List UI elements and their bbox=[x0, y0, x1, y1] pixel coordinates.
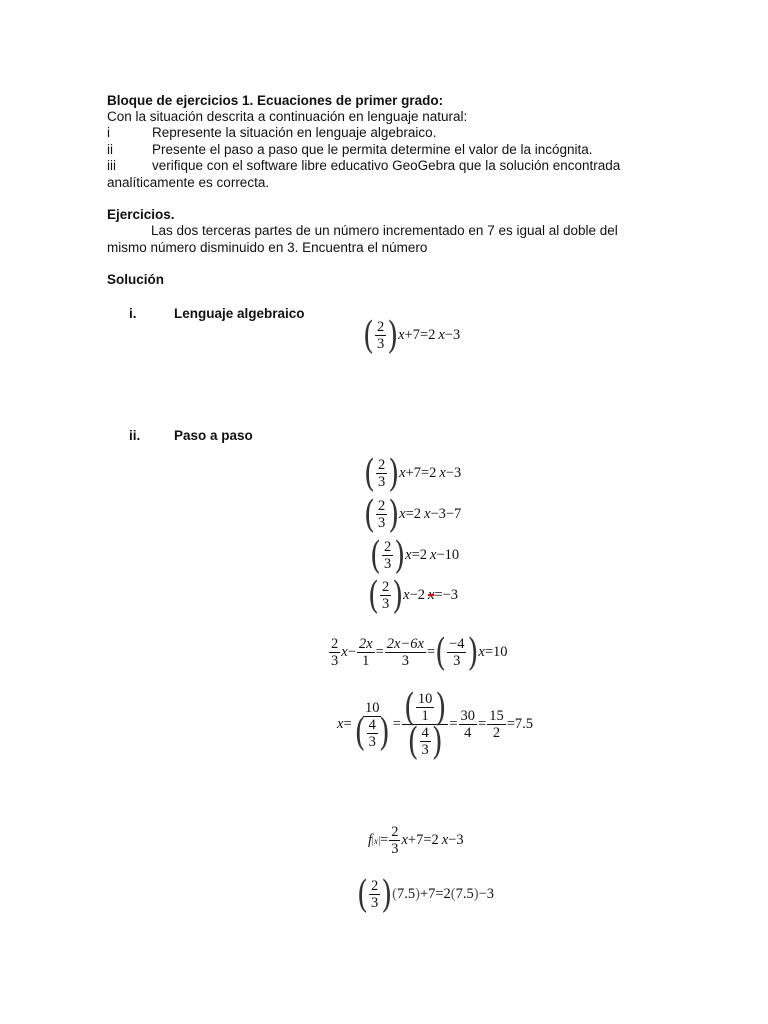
variable-x: x bbox=[401, 832, 408, 848]
equals-sign: = bbox=[392, 716, 401, 732]
equals-sign: = bbox=[449, 716, 458, 732]
numerator: 2x−6x bbox=[386, 636, 424, 652]
variable-x: x bbox=[430, 547, 437, 563]
denominator: 4 bbox=[464, 725, 472, 741]
function-argument: x bbox=[374, 835, 379, 846]
list-item-1-text: Represente la situación en lenguaje algebraico. bbox=[152, 125, 437, 140]
equals-sign: = bbox=[426, 644, 436, 660]
denominator: 3 bbox=[376, 336, 385, 352]
exercise-text-line-1: Las dos terceras partes de un número incrementado en 7 es igual al doble del bbox=[151, 223, 618, 238]
equation-text: +7=2 bbox=[404, 327, 436, 343]
list-item-2-text: Presente el paso a paso que le permita determine el valor de la incógnita. bbox=[152, 142, 593, 157]
denominator: 1 bbox=[362, 653, 370, 669]
equation-text: =10 bbox=[484, 644, 508, 660]
denominator: 3 bbox=[370, 895, 379, 911]
numerator: 10 bbox=[417, 691, 433, 707]
equation-step-2: ( $\frac{2}{3}$ ) x =2 x −3−7 bbox=[364, 491, 462, 537]
equation-text: =2 bbox=[411, 547, 427, 563]
denominator: 3 bbox=[377, 474, 386, 490]
variable-x: x bbox=[405, 547, 412, 563]
intro-text: Con la situación descrita a continuación en lenguaje natural: bbox=[107, 109, 468, 124]
function-name: f bbox=[368, 832, 373, 848]
value-7-5: 7.5 bbox=[396, 886, 416, 902]
variable-x: x bbox=[478, 644, 485, 660]
denominator: 3 bbox=[391, 841, 399, 857]
numerator: 2x bbox=[358, 636, 373, 652]
equals-sign: = bbox=[380, 832, 389, 848]
variable-x: x bbox=[439, 465, 446, 481]
equation-text: −3 bbox=[445, 465, 462, 481]
variable-x: x bbox=[441, 832, 449, 848]
numerator: 2 bbox=[370, 878, 379, 894]
equation-text: −3−7 bbox=[430, 506, 462, 522]
exercise-text-line-2: mismo número disminuido en 3. Encuentra el número bbox=[107, 240, 428, 255]
variable-x: x bbox=[399, 506, 406, 522]
equation-step-1: ( $\frac{2}{3}$ ) x +7=2 x −3 bbox=[364, 450, 462, 496]
numerator: 4 bbox=[368, 716, 376, 733]
exercises-heading: Ejercicios. bbox=[107, 207, 175, 222]
equation-step-5: $\frac{2}{3}$ x − $\frac{2x}{1}$ = $\frac{2x-6x}{3}$ = ( $\frac{-4}{3}$ ) x =10 bbox=[331, 629, 508, 675]
variable-x: x bbox=[399, 465, 406, 481]
equation-text: +7=2 bbox=[405, 465, 437, 481]
list-item-3-number: iii bbox=[107, 158, 116, 173]
section-1-number: i. bbox=[129, 306, 137, 321]
denominator: 2 bbox=[492, 725, 501, 741]
equation-verification: ( $\frac{2}{3}$ ) ( 7.5 ) +7=2 ( 7.5 ) −3 bbox=[357, 871, 495, 917]
list-item-1-number: i bbox=[107, 125, 110, 140]
denominator: 3 bbox=[383, 556, 392, 572]
numerator: 2 bbox=[391, 824, 399, 840]
equals-sign: = bbox=[343, 716, 352, 732]
exercise-block-title: Bloque de ejercicios 1. Ecuaciones de primer grado: bbox=[107, 93, 444, 108]
equation-step-3: ( $\frac{2}{3}$ ) x =2 x −10 bbox=[370, 532, 460, 578]
equation-text: −3 bbox=[448, 832, 464, 848]
numerator: 2 bbox=[381, 579, 390, 595]
section-2-number: ii. bbox=[129, 428, 141, 443]
equals-sign: = bbox=[375, 644, 384, 660]
denominator: 3 bbox=[368, 733, 376, 750]
list-item-2-number: ii bbox=[107, 142, 113, 157]
numerator: −4 bbox=[449, 636, 465, 652]
section-1-title: Lenguaje algebraico bbox=[174, 306, 305, 321]
variable-x: x bbox=[438, 327, 445, 343]
equation-text: −3 bbox=[478, 886, 495, 902]
equation-text: −10 bbox=[436, 547, 460, 563]
equation-text: =−3 bbox=[434, 587, 459, 603]
equation-step-4: ( $\frac{2}{3}$ ) x −2 x =−3 bbox=[368, 572, 459, 618]
section-2-title: Paso a paso bbox=[174, 428, 253, 443]
equation-text: =7.5 bbox=[506, 716, 533, 732]
denominator: 3 bbox=[453, 653, 461, 669]
equation-text: −2 bbox=[409, 587, 425, 603]
list-item-3-continuation: analíticamente es correcta. bbox=[107, 175, 270, 190]
equals-sign: = bbox=[478, 716, 487, 732]
equation-text: +7=2 bbox=[407, 832, 439, 848]
equation-text: =2 bbox=[405, 506, 421, 522]
function-definition bbox=[368, 825, 464, 856]
denominator: 3 bbox=[331, 653, 339, 669]
variable-x: x bbox=[337, 716, 344, 732]
equation-algebraic bbox=[363, 312, 461, 358]
list-item-3-text: verifique con el software libre educativo GeoGebra que la solución encontrada bbox=[152, 158, 621, 173]
denominator: 3 bbox=[421, 742, 429, 758]
denominator: 3 bbox=[401, 653, 409, 669]
numerator: 2 bbox=[376, 319, 385, 335]
variable-x: x bbox=[341, 644, 348, 660]
equation-solution: x = 10 ( $\frac{4}{3}$ ) = ( $\frac{10}{1}$ ) ( $\frac{4}{3}$ ) = $\frac{30}{4}$ = $\frac{15}{2}$ =7.5 bbox=[337, 684, 533, 764]
numerator: 4 bbox=[421, 725, 429, 741]
equation-text: +7=2 bbox=[419, 886, 451, 902]
variable-x: x bbox=[398, 327, 405, 343]
numerator: 10 bbox=[364, 699, 380, 716]
numerator: 2 bbox=[377, 457, 386, 473]
fraction-group: ( $\frac{2}{3}$ ) bbox=[363, 312, 399, 358]
minus-sign: − bbox=[347, 644, 356, 660]
equation-text: −3 bbox=[444, 327, 461, 343]
variable-x: x bbox=[424, 506, 431, 522]
spell-error-x: x bbox=[428, 587, 435, 603]
numerator: 15 bbox=[489, 708, 504, 724]
value-7-5: 7.5 bbox=[455, 886, 474, 902]
denominator: 1 bbox=[421, 708, 429, 724]
denominator: 3 bbox=[377, 515, 386, 531]
denominator: 3 bbox=[381, 596, 390, 612]
numerator: 2 bbox=[331, 636, 339, 652]
numerator: 2 bbox=[383, 539, 392, 555]
variable-x: x bbox=[403, 587, 410, 603]
numerator: 30 bbox=[460, 708, 475, 724]
numerator: 2 bbox=[377, 498, 386, 514]
solution-heading: Solución bbox=[107, 272, 164, 287]
